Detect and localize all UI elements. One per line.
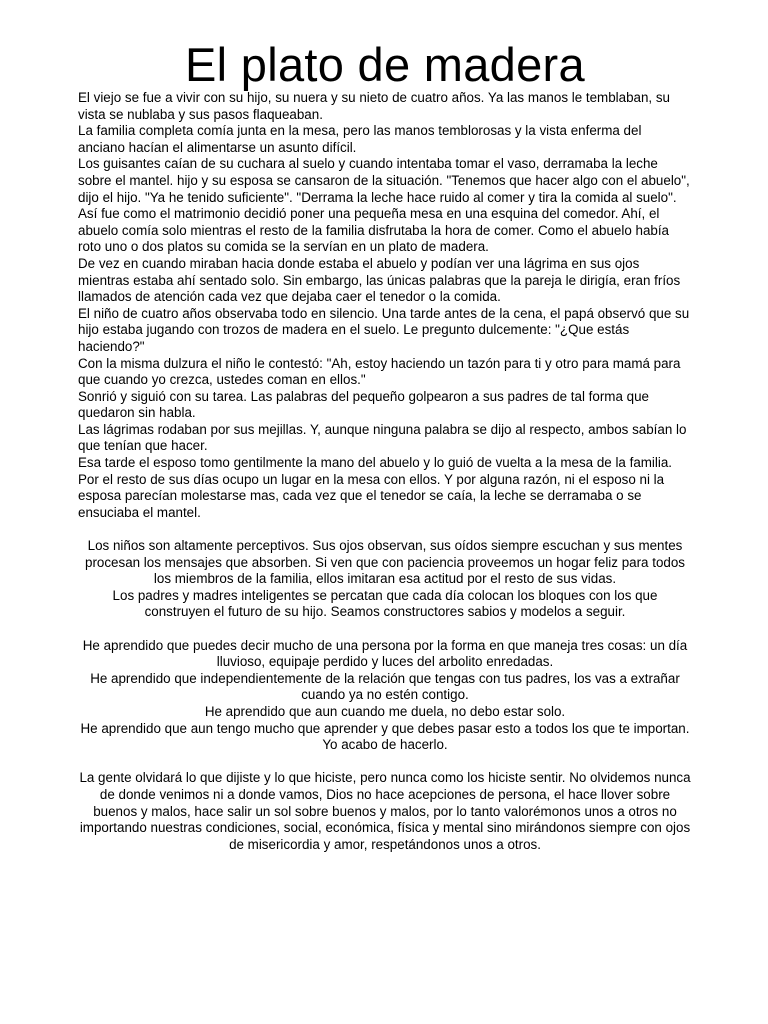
reflection-children-section — [78, 538, 692, 621]
reflection-paragraph: He aprendido que aun cuando me duela, no debo estar solo. — [204, 703, 566, 719]
story-paragraph: Con la misma dulzura el niño le contestó: "Ah, estoy haciendo un tazón para ti y otro para mamá para que cuando yo crezca, ustedes coman en ellos." — [78, 355, 681, 388]
story-paragraph: Los guisantes caían de su cuchara al suelo y cuando intentaba tomar el vaso, derramaba la leche sobre el mantel. hijo y su esposa se cansaron de la situación. "Tenemos que hacer algo con el abuelo", dijo el hijo. "Ya he tenido suficiente". "Derrama la leche hace ruido al comer y tira la comida al suelo". — [78, 156, 690, 205]
story-paragraph: Así fue como el matrimonio decidió poner una pequeña mesa en una esquina del comedor. Ahí, el abuelo comía solo mientras el resto de la familia disfrutaba la hora de comer. Como el abuelo había roto uno o dos platos su comida se la servían en un plato de madera. — [78, 206, 670, 255]
reflection-paragraph: He aprendido que aun tengo mucho que aprender y que debes pasar esto a todos los que te importan. — [80, 720, 690, 736]
document-title: El plato de madera — [185, 38, 585, 91]
story-paragraph: De vez en cuando miraban hacia donde estaba el abuelo y podían ver una lágrima en sus ojos mientras estaba ahí sentado solo. Sin embargo, las únicas palabras que la pareja le dirigía, eran fríos llamados de atención cada vez que dejaba caer el tenedor o la comida. — [78, 255, 681, 305]
story-section — [78, 90, 692, 521]
paragraph-gap — [78, 521, 692, 538]
paragraph-gap — [78, 754, 692, 771]
reflection-paragraph: Los padres y madres inteligentes se percatan que cada día colocan los bloques con los que construyen el futuro de su hijo. Seamos constructores sabios y modelos a seguir. — [112, 587, 658, 620]
story-paragraph: Sonrió y siguió con su tarea. Las palabras del pequeño golpearon a sus padres de tal forma que quedaron sin habla. — [78, 388, 649, 421]
story-paragraph: La familia completa comía junta en la mesa, pero las manos temblorosas y la vista enferma del anciano hacían el alimentarse un asunto difícil. — [78, 123, 642, 155]
story-paragraph: El viejo se fue a vivir con su hijo, su nuera y su nieto de cuatro años. Ya las manos le temblaban, su vista se nublaba y sus pasos flaqueaban. — [78, 90, 670, 122]
document-body — [78, 90, 692, 853]
paragraph-gap — [78, 621, 692, 638]
reflection-paragraph: Los niños son altamente perceptivos. Sus ojos observan, sus oídos siempre escuchan y sus mentes procesan los mensajes que absorben. Si ven que con paciencia proveemos un hogar feliz para todos los miembros de la familia, ellos imitaran esa actitud por el resto de sus vidas. — [85, 538, 685, 587]
reflection-paragraph: Yo acabo de hacerlo. — [322, 737, 448, 753]
reflection-paragraph: He aprendido que puedes decir mucho de una persona por la forma en que maneja tres cosas: un día lluvioso, equipaje perdido y luces del arbolito enredadas. — [82, 637, 688, 670]
story-paragraph: Las lágrimas rodaban por sus mejillas. Y, aunque ninguna palabra se dijo al respecto, ambos sabían lo que tenían que hacer. — [78, 421, 687, 454]
reflection-paragraph: La gente olvidará lo que dijiste y lo que hiciste, pero nunca como los hiciste sentir. No olvidemos nunca de donde venimos ni a donde vamos, Dios no hace acepciones de persona, el hace llover sobre buenos y malos, hace salir un sol sobre buenos y malos, por lo tanto valorémonos unos a otros no importando nuestras condiciones, social, económica, física y mental sino mirándonos siempre con ojos de misericordia y amor, respetándonos unos a otros. — [79, 770, 691, 852]
story-paragraph: Esa tarde el esposo tomo gentilmente la mano del abuelo y lo guió de vuelta a la mesa de la familia. Por el resto de sus días ocupo un lugar en la mesa con ellos. Y por alguna razón, ni el esposo ni la esposa parecían molestarse mas, cada vez que el tenedor se caía, la leche se derramaba o se ensuciaba el mantel. — [78, 455, 673, 520]
reflection-learned-section — [78, 638, 692, 754]
reflection-closing-section — [78, 770, 692, 853]
document-page — [78, 38, 692, 853]
story-paragraph: El niño de cuatro años observaba todo en silencio. Una tarde antes de la cena, el papá observó que su hijo estaba jugando con trozos de madera en el suelo. Le pregunto dulcemente: "¿Que estás haciendo?" — [78, 305, 690, 354]
reflection-paragraph: He aprendido que independientemente de la relación que tengas con tus padres, los vas a extrañar cuando ya no estén contigo. — [90, 670, 680, 703]
